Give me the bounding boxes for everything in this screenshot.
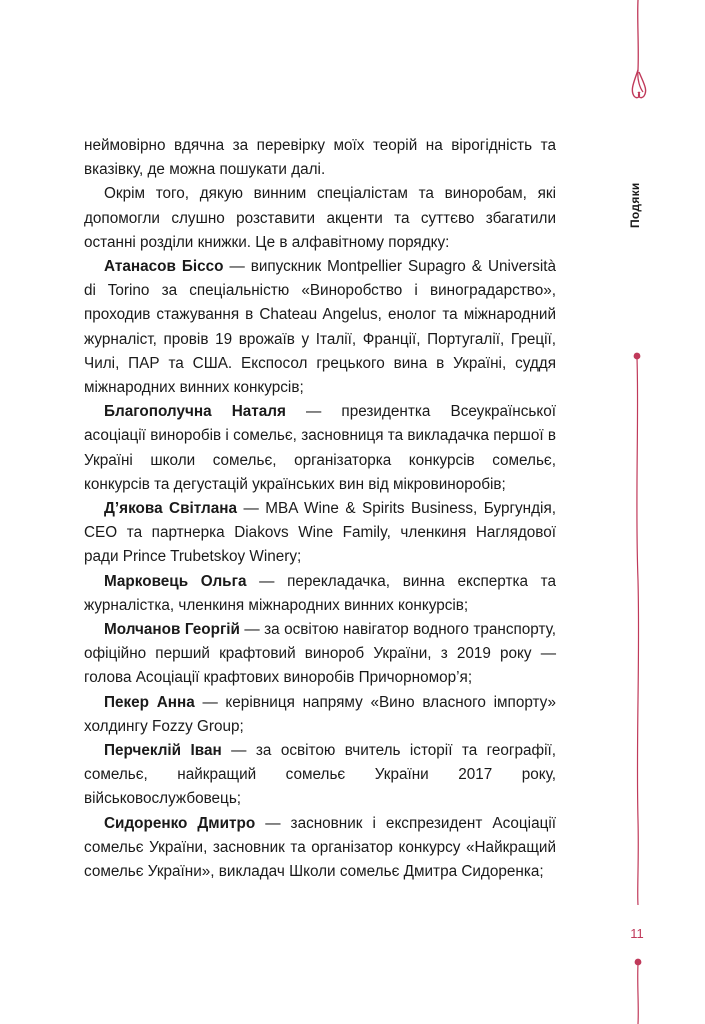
entry-paragraph — [84, 739, 556, 812]
entry-name: Перчеклій Іван — [104, 742, 222, 760]
entry-paragraph — [84, 497, 556, 570]
entry-name: Пекер Анна — [104, 693, 195, 711]
entry-text: — MBA Wine & Spirits Business, Бургундія, CEO та партнерка Diakovs Wine Family, членкиня Наглядової ради Prince Trubetskoy Winery; — [84, 500, 556, 566]
running-head: Подяки — [628, 182, 642, 228]
entry-text: — президентка Всеукраїнської асоціації виноробів і сомельє, засновниця та викладачка першої в Україні школи сомельє, організаторка конкурсів сомельє, конкурсів та дегустацій українських вин від мікровиноробів; — [84, 403, 556, 493]
entry-paragraph — [84, 255, 556, 400]
intro-paragraph: неймовірно вдячна за перевірку моїх теорій на вірогідність та вказівку, де можна пошукати далі. — [84, 137, 556, 179]
middle-vine-line — [637, 358, 639, 905]
entry-text: — випускник Montpellier Supagro & Università di Torino за спеціальністю «Виноробство і виноградарство», проходив стажування в Chateau Angelus, енолог та міжнародний журналіст, провів 19 врожаїв у Італії, Франції, Португалії, Греції, Чилі, ПАР та США. Експосол грецького вина в Україні, суддя міжнародних винних конкурсів; — [84, 258, 557, 397]
entry-name: Атанасов Біссо — [104, 258, 224, 276]
entry-name: Благополучна Наталя — [104, 403, 286, 421]
entry-text: — керівниця напряму «Вино власного імпорту» холдингу Fozzy Group; — [84, 693, 557, 735]
entry-paragraph — [84, 400, 556, 497]
lead-paragraph: Окрім того, дякую винним спеціалістам та виноробам, які допомогли слушно розставити акценти та суттєво збагатили останні розділи книжки. Це в алфавітному порядку: — [84, 185, 556, 251]
entry-text: — перекладачка, винна експертка та журналістка, членкиня міжнародних винних конкурсів; — [84, 572, 556, 614]
entry-text: — засновник і експрезидент Асоціації сомельє України, засновник та організатор конкурсу «Найкращий сомельє України», викладач Школи сомельє Дмитра Сидоренка; — [84, 814, 556, 881]
page-number: 11 — [630, 926, 644, 941]
entry-text: — за освітою навігатор водного транспорту, офіційно перший крафтовий винороб України, з 2019 року — голова Асоціації крафтових виноробів Причорномор’я; — [84, 621, 556, 687]
entry-name: Сидоренко Дмитро — [104, 814, 256, 832]
entry-name: Д’якова Світлана — [104, 500, 238, 518]
body-text — [84, 134, 556, 884]
entry-name: Молчанов Георгій — [104, 621, 240, 639]
entry-paragraph — [84, 691, 556, 739]
margin-ornament — [610, 0, 670, 1024]
entry-text: — за освітою вчитель історії та географії, сомельє, найкращий сомельє України 2017 року, військовослужбовець; — [84, 742, 556, 808]
entry-paragraph — [84, 570, 556, 618]
bottom-vine-line — [638, 964, 639, 1024]
entry-paragraph — [84, 812, 556, 885]
entry-name: Марковець Ольга — [104, 572, 247, 590]
entry-paragraph — [84, 618, 556, 691]
